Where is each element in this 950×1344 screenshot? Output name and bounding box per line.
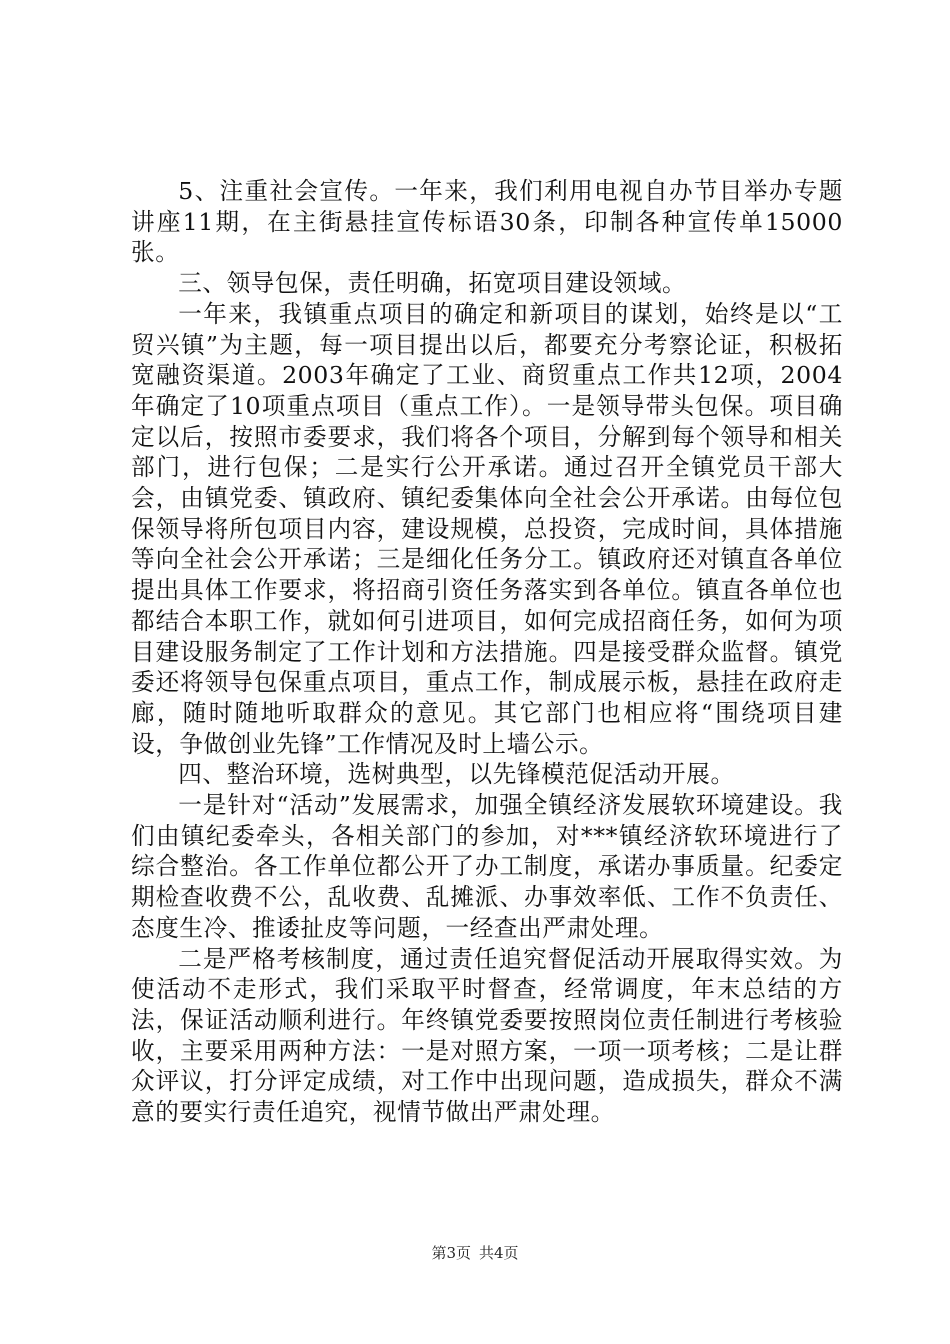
section-heading-three: 三、领导包保，责任明确，拓宽项目建设领域。 [178,269,687,298]
paragraph-environment-rectification: 一是针对“活动”发展需求，加强全镇经济发展软环境建设。我们由镇纪委牵头，各相关部门的参加，对***镇经济软环境进行了综合整治。各工作单位都公开了办工制度，承诺办事质量。纪委定期检查收费不公，乱收费、乱摊派、办事效率低、工作不负责任、态度生冷、推诿扯皮等问题，一经查出严肃处理。 [131,791,843,942]
paragraph-assessment-system: 二是严格考核制度，通过责任追究督促活动开展取得实效。为使活动不走形式，我们采取平时督查，经常调度，年末总结的方法，保证活动顺利进行。年终镇党委要按照岗位责任制进行考核验收，主要采用两种方法：一是对照方案，一项一项考核；二是让群众评议，打分评定成绩，对工作中出现问题，造成损失，群众不满意的要实行责任追究，视情节做出严肃处理。 [131,944,843,1127]
document-body [131,176,843,1128]
paragraph-social-publicity: 5、注重社会宣传。一年来，我们利用电视自办节目举办专题讲座11期，在主街悬挂宣传标语30条，印制各种宣传单15000张。 [131,177,843,267]
page-footer [0,1243,950,1263]
page-number: 第3页 [431,1244,471,1262]
section-heading-four: 四、整治环境，选树典型，以先锋模范促活动开展。 [178,760,735,789]
page-total: 共4页 [479,1244,519,1262]
paragraph-key-projects: 一年来，我镇重点项目的确定和新项目的谋划，始终是以“工贸兴镇”为主题，每一项目提出以后，都要充分考察论证，积极拓宽融资渠道。2003年确定了工业、商贸重点工作共12项，2004年确定了10项重点项目（重点工作）。一是领导带头包保。项目确定以后，按照市委要求，我们将各个项目，分解到每个领导和相关部门，进行包保；二是实行公开承诺。通过召开全镇党员干部大会，由镇党委、镇政府、镇纪委集体向全社会公开承诺。由每位包保领导将所包项目内容，建设规模，总投资，完成时间，具体措施等向全社会公开承诺；三是细化任务分工。镇政府还对镇直各单位提出具体工作要求，将招商引资任务落实到各单位。镇直各单位也都结合本职工作，就如何引进项目，如何完成招商任务，如何为项目建设服务制定了工作计划和方法措施。四是接受群众监督。镇党委还将领导包保重点项目，重点工作，制成展示板，悬挂在政府走廊，随时随地听取群众的意见。其它部门也相应将“围绕项目建设，争做创业先锋”工作情况及时上墙公示。 [131,299,843,758]
